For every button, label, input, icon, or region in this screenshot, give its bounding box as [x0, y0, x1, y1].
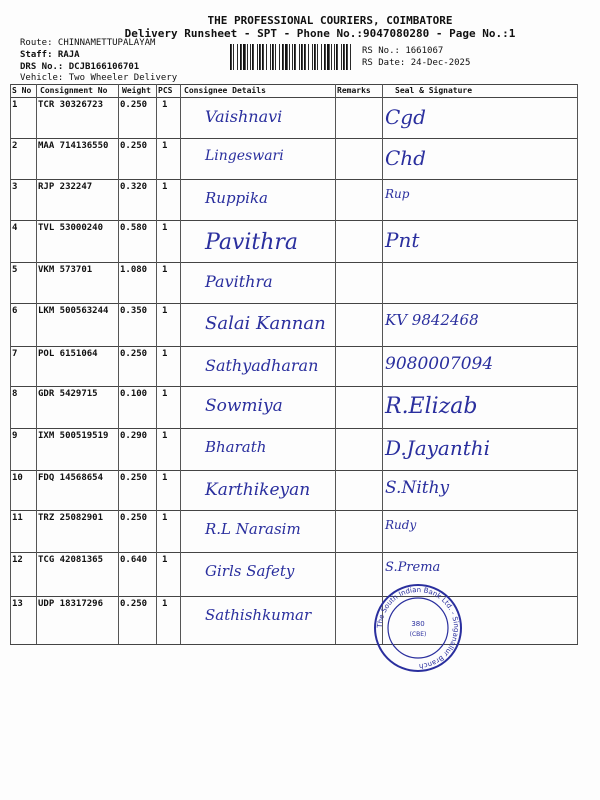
row-weight: 0.250: [120, 599, 148, 609]
row-consignee-handwriting: Sowmiya: [205, 396, 283, 416]
row-weight: 0.320: [120, 182, 148, 192]
row-pcs: 1: [162, 306, 168, 316]
row-weight: 0.580: [120, 223, 148, 233]
row-divider: [10, 303, 578, 304]
row-sno: 5: [12, 265, 18, 275]
row-sno: 6: [12, 306, 18, 316]
row-consignment-no: TRZ 25082901: [38, 513, 104, 523]
rs-number: RS No.: 1661067: [362, 46, 444, 56]
col-sno: S No: [12, 86, 32, 95]
row-sno: 4: [12, 223, 18, 233]
row-consignee-handwriting: Salai Kannan: [205, 313, 326, 334]
row-weight: 0.250: [120, 100, 148, 110]
row-consignee-handwriting: Sathyadharan: [205, 356, 319, 375]
col-pcs: PCS: [158, 86, 173, 95]
row-consignment-no: UDP 18317296: [38, 599, 104, 609]
row-consignee-handwriting: Ruppika: [205, 189, 268, 207]
row-divider: [10, 552, 578, 553]
runsheet-table: [10, 84, 578, 644]
row-sno: 13: [12, 599, 23, 609]
row-consignment-no: TVL 53000240: [38, 223, 104, 233]
row-weight: 0.290: [120, 431, 148, 441]
row-sno: 8: [12, 389, 18, 399]
column-divider: [577, 84, 578, 644]
row-divider: [10, 262, 578, 263]
row-pcs: 1: [162, 431, 168, 441]
row-signature: R.Elizab: [385, 394, 478, 419]
row-weight: 0.350: [120, 306, 148, 316]
row-sno: 7: [12, 349, 18, 359]
row-signature: Rup: [385, 187, 410, 201]
column-divider: [180, 84, 181, 644]
row-divider: [10, 644, 578, 645]
row-consignee-handwriting: Girls Safety: [205, 562, 295, 580]
column-divider: [156, 84, 157, 644]
row-sno: 10: [12, 473, 23, 483]
column-divider: [118, 84, 119, 644]
row-consignee-handwriting: Pavithra: [205, 230, 299, 255]
row-sno: 2: [12, 141, 18, 151]
vehicle-label: Vehicle: Two Wheeler Delivery: [20, 73, 178, 83]
runsheet-title: Delivery Runsheet - SPT - Phone No.:9047080280 - Page No.:1: [124, 27, 516, 40]
row-pcs: 1: [162, 100, 168, 110]
svg-text:The South Indian Bank Ltd. - S: The South Indian Bank Ltd. - Singanallur Branch: [375, 585, 461, 671]
row-weight: 0.250: [120, 349, 148, 359]
column-divider: [382, 84, 383, 644]
column-divider: [36, 84, 37, 644]
rs-date: RS Date: 24-Dec-2025: [362, 58, 471, 68]
row-signature: 9080007094: [385, 354, 494, 374]
col-consignee: Consignee Details: [184, 86, 266, 95]
row-pcs: 1: [162, 599, 168, 609]
row-signature: Pnt: [385, 228, 420, 252]
row-consignee-handwriting: Lingeswari: [205, 148, 284, 164]
row-pcs: 1: [162, 349, 168, 359]
barcode-image: [230, 44, 356, 70]
row-consignment-no: IXM 500519519: [38, 431, 109, 441]
row-divider: [10, 428, 578, 429]
row-sno: 3: [12, 182, 18, 192]
row-consignee-handwriting: Bharath: [205, 438, 267, 456]
row-divider: [10, 220, 578, 221]
row-divider: [10, 596, 578, 597]
row-sno: 11: [12, 513, 23, 523]
drs-number: DRS No.: DCJB166106701: [20, 62, 140, 72]
col-remarks: Remarks: [337, 86, 371, 95]
row-consignment-no: MAA 714136550: [38, 141, 109, 151]
row-divider: [10, 138, 578, 139]
row-signature: D.Jayanthi: [385, 436, 491, 460]
row-signature: Cgd: [385, 105, 426, 129]
row-consignee-handwriting: Vaishnavi: [205, 107, 283, 126]
company-title: THE PROFESSIONAL COURIERS, COIMBATORE: [207, 14, 453, 27]
row-sno: 9: [12, 431, 18, 441]
row-consignment-no: RJP 232247: [38, 182, 93, 192]
row-pcs: 1: [162, 389, 168, 399]
col-weight: Weight: [122, 86, 151, 95]
row-sno: 1: [12, 100, 18, 110]
row-divider: [10, 470, 578, 471]
row-weight: 0.250: [120, 141, 148, 151]
route-label: Route: CHINNAMETTUPALAYAM: [20, 38, 156, 48]
row-signature: S.Nithy: [385, 478, 450, 498]
row-pcs: 1: [162, 265, 168, 275]
row-consignee-handwriting: Sathishkumar: [205, 606, 312, 624]
row-divider: [10, 346, 578, 347]
row-consignment-no: TCG 42081365: [38, 555, 104, 565]
row-consignee-handwriting: R.L Narasim: [205, 520, 301, 538]
col-consignment: Consignment No: [40, 86, 108, 95]
row-consignment-no: TCR 30326723: [38, 100, 104, 110]
row-pcs: 1: [162, 473, 168, 483]
row-signature: S.Prema: [385, 560, 441, 575]
row-pcs: 1: [162, 182, 168, 192]
row-consignment-no: LKM 500563244: [38, 306, 109, 316]
row-divider: [10, 510, 578, 511]
row-weight: 1.080: [120, 265, 148, 275]
row-weight: 0.100: [120, 389, 148, 399]
svg-text:(CBE): (CBE): [409, 631, 427, 638]
row-sno: 12: [12, 555, 23, 565]
column-divider: [335, 84, 336, 644]
bank-seal-stamp: [372, 582, 464, 674]
row-consignment-no: GDR 5429715: [38, 389, 98, 399]
row-pcs: 1: [162, 513, 168, 523]
row-signature: Chd: [385, 146, 426, 170]
row-weight: 0.250: [120, 473, 148, 483]
col-seal: Seal & Signature: [395, 86, 473, 95]
row-weight: 0.640: [120, 555, 148, 565]
row-pcs: 1: [162, 141, 168, 151]
row-pcs: 1: [162, 223, 168, 233]
row-divider: [10, 386, 578, 387]
row-signature: KV 9842468: [385, 311, 479, 329]
row-consignee-handwriting: Pavithra: [205, 272, 273, 291]
row-signature: Rudy: [385, 518, 417, 532]
row-weight: 0.250: [120, 513, 148, 523]
row-consignee-handwriting: Karthikeyan: [205, 480, 311, 500]
row-consignment-no: POL 6151064: [38, 349, 98, 359]
row-consignment-no: VKM 573701: [38, 265, 93, 275]
row-divider: [10, 179, 578, 180]
row-pcs: 1: [162, 555, 168, 565]
row-consignment-no: FDQ 14568654: [38, 473, 104, 483]
column-divider: [10, 84, 11, 644]
svg-text:380: 380: [411, 620, 425, 628]
staff-label: Staff: RAJA: [20, 50, 80, 60]
